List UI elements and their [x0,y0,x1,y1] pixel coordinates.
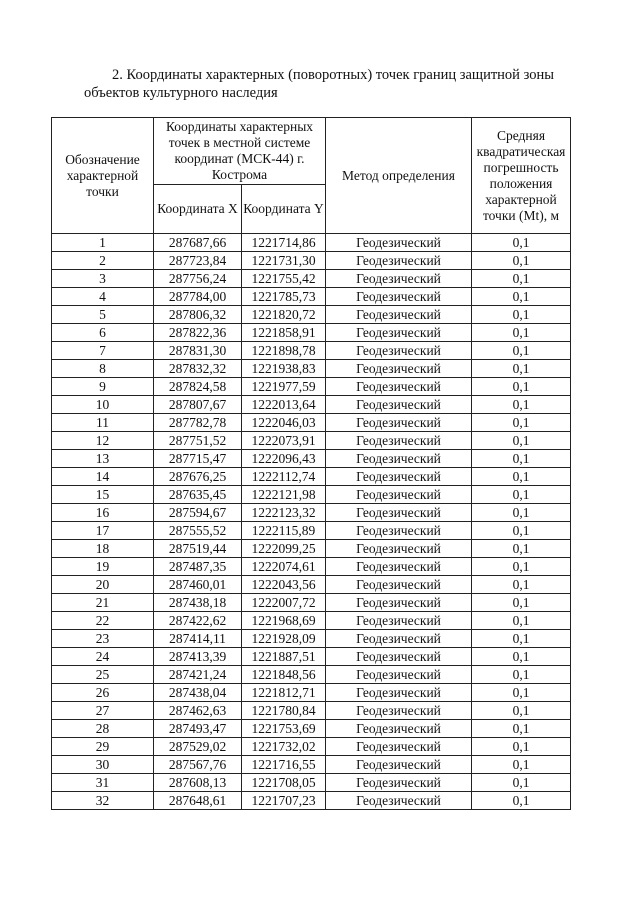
cell-accuracy: 0,1 [472,360,571,378]
cell-method: Геодезический [326,738,472,756]
cell-coordinate-x: 287676,25 [154,468,242,486]
cell-point: 9 [52,378,154,396]
cell-point: 11 [52,414,154,432]
cell-coordinate-y: 1222074,61 [242,558,326,576]
cell-accuracy: 0,1 [472,252,571,270]
table-header [52,118,571,234]
cell-method: Геодезический [326,486,472,504]
cell-method: Геодезический [326,396,472,414]
cell-accuracy: 0,1 [472,792,571,810]
cell-point: 21 [52,594,154,612]
table-row [52,270,571,288]
header-coordinate-x: Координата X [154,185,242,234]
cell-coordinate-y: 1222043,56 [242,576,326,594]
cell-point: 24 [52,648,154,666]
cell-method: Геодезический [326,648,472,666]
cell-method: Геодезический [326,558,472,576]
coordinates-table [51,117,571,810]
cell-coordinate-x: 287460,01 [154,576,242,594]
cell-method: Геодезический [326,378,472,396]
cell-coordinate-y: 1221731,30 [242,252,326,270]
cell-coordinate-x: 287487,35 [154,558,242,576]
header-accuracy: Средняя квадратическая погрешность положения характерной точки (Mt), м [472,118,571,234]
cell-method: Геодезический [326,522,472,540]
cell-coordinate-y: 1222046,03 [242,414,326,432]
table-row [52,360,571,378]
cell-method: Геодезический [326,360,472,378]
cell-point: 25 [52,666,154,684]
cell-accuracy: 0,1 [472,738,571,756]
cell-coordinate-x: 287555,52 [154,522,242,540]
cell-coordinate-y: 1221812,71 [242,684,326,702]
table-row [52,720,571,738]
cell-method: Геодезический [326,252,472,270]
cell-coordinate-x: 287723,84 [154,252,242,270]
table-row [52,756,571,774]
section-heading-line-2: объектов культурного наследия [84,85,278,101]
cell-point: 14 [52,468,154,486]
cell-method: Геодезический [326,594,472,612]
cell-accuracy: 0,1 [472,540,571,558]
cell-accuracy: 0,1 [472,630,571,648]
cell-coordinate-x: 287413,39 [154,648,242,666]
cell-accuracy: 0,1 [472,396,571,414]
cell-coordinate-x: 287687,66 [154,234,242,252]
cell-method: Геодезический [326,720,472,738]
cell-accuracy: 0,1 [472,432,571,450]
cell-accuracy: 0,1 [472,378,571,396]
cell-coordinate-x: 287822,36 [154,324,242,342]
cell-accuracy: 0,1 [472,468,571,486]
cell-method: Геодезический [326,576,472,594]
cell-method: Геодезический [326,684,472,702]
cell-coordinate-y: 1221820,72 [242,306,326,324]
cell-method: Геодезический [326,288,472,306]
cell-method: Геодезический [326,774,472,792]
table-row [52,378,571,396]
cell-method: Геодезический [326,414,472,432]
table-row [52,612,571,630]
cell-accuracy: 0,1 [472,486,571,504]
cell-accuracy: 0,1 [472,648,571,666]
cell-method: Геодезический [326,702,472,720]
header-point: Обозначение характерной точки [52,118,154,234]
header-coordinates-group: Координаты характерных точек в местной системе координат (МСК-44) г. Кострома [154,118,326,185]
cell-coordinate-y: 1222123,32 [242,504,326,522]
cell-point: 19 [52,558,154,576]
cell-accuracy: 0,1 [472,234,571,252]
table-row [52,630,571,648]
cell-coordinate-y: 1221707,23 [242,792,326,810]
cell-method: Геодезический [326,630,472,648]
cell-accuracy: 0,1 [472,342,571,360]
table-row [52,432,571,450]
table-row [52,792,571,810]
cell-method: Геодезический [326,612,472,630]
cell-point: 16 [52,504,154,522]
cell-coordinate-x: 287493,47 [154,720,242,738]
cell-point: 27 [52,702,154,720]
cell-point: 2 [52,252,154,270]
table-row [52,234,571,252]
cell-coordinate-y: 1221928,09 [242,630,326,648]
cell-coordinate-y: 1221753,69 [242,720,326,738]
cell-point: 26 [52,684,154,702]
table-row [52,666,571,684]
cell-coordinate-y: 1222013,64 [242,396,326,414]
cell-coordinate-y: 1221780,84 [242,702,326,720]
cell-coordinate-x: 287422,62 [154,612,242,630]
table-row [52,522,571,540]
cell-coordinate-x: 287782,78 [154,414,242,432]
table-row [52,684,571,702]
cell-coordinate-y: 1221898,78 [242,342,326,360]
cell-coordinate-x: 287648,61 [154,792,242,810]
cell-coordinate-y: 1222112,74 [242,468,326,486]
header-method: Метод определения [326,118,472,234]
cell-accuracy: 0,1 [472,324,571,342]
cell-coordinate-x: 287519,44 [154,540,242,558]
cell-coordinate-x: 287567,76 [154,756,242,774]
cell-accuracy: 0,1 [472,720,571,738]
table-row [52,414,571,432]
cell-coordinate-x: 287421,24 [154,666,242,684]
cell-accuracy: 0,1 [472,306,571,324]
cell-coordinate-y: 1221785,73 [242,288,326,306]
cell-coordinate-x: 287635,45 [154,486,242,504]
header-coordinate-y: Координата Y [242,185,326,234]
cell-accuracy: 0,1 [472,702,571,720]
table-row [52,558,571,576]
cell-accuracy: 0,1 [472,414,571,432]
cell-coordinate-y: 1222115,89 [242,522,326,540]
table-row [52,504,571,522]
cell-method: Геодезический [326,468,472,486]
cell-coordinate-x: 287715,47 [154,450,242,468]
cell-coordinate-y: 1221858,91 [242,324,326,342]
table-body [52,234,571,810]
cell-coordinate-x: 287832,32 [154,360,242,378]
cell-point: 30 [52,756,154,774]
cell-coordinate-y: 1221968,69 [242,612,326,630]
table-row [52,306,571,324]
cell-coordinate-y: 1221848,56 [242,666,326,684]
cell-accuracy: 0,1 [472,288,571,306]
cell-coordinate-x: 287608,13 [154,774,242,792]
cell-method: Геодезический [326,666,472,684]
cell-point: 7 [52,342,154,360]
cell-coordinate-y: 1221732,02 [242,738,326,756]
cell-point: 18 [52,540,154,558]
table-row [52,252,571,270]
table-row [52,396,571,414]
cell-point: 5 [52,306,154,324]
cell-point: 6 [52,324,154,342]
cell-method: Геодезический [326,792,472,810]
cell-point: 12 [52,432,154,450]
cell-accuracy: 0,1 [472,756,571,774]
cell-coordinate-y: 1221755,42 [242,270,326,288]
table-row [52,342,571,360]
cell-point: 29 [52,738,154,756]
cell-accuracy: 0,1 [472,522,571,540]
cell-accuracy: 0,1 [472,576,571,594]
cell-point: 1 [52,234,154,252]
cell-point: 20 [52,576,154,594]
cell-method: Геодезический [326,342,472,360]
table-row [52,702,571,720]
cell-accuracy: 0,1 [472,594,571,612]
cell-method: Геодезический [326,504,472,522]
cell-method: Геодезический [326,756,472,774]
cell-coordinate-x: 287756,24 [154,270,242,288]
cell-coordinate-x: 287438,04 [154,684,242,702]
table-row [52,738,571,756]
cell-coordinate-y: 1221708,05 [242,774,326,792]
table-row [52,594,571,612]
cell-point: 22 [52,612,154,630]
cell-coordinate-x: 287594,67 [154,504,242,522]
cell-coordinate-x: 287784,00 [154,288,242,306]
cell-coordinate-x: 287462,63 [154,702,242,720]
table-row [52,486,571,504]
cell-coordinate-x: 287529,02 [154,738,242,756]
cell-coordinate-y: 1221938,83 [242,360,326,378]
table-row [52,576,571,594]
cell-coordinate-y: 1221714,86 [242,234,326,252]
cell-coordinate-y: 1222096,43 [242,450,326,468]
cell-coordinate-x: 287807,67 [154,396,242,414]
cell-coordinate-x: 287414,11 [154,630,242,648]
cell-accuracy: 0,1 [472,774,571,792]
cell-accuracy: 0,1 [472,684,571,702]
cell-coordinate-y: 1222121,98 [242,486,326,504]
cell-coordinate-x: 287751,52 [154,432,242,450]
table-row [52,450,571,468]
cell-method: Геодезический [326,432,472,450]
cell-point: 13 [52,450,154,468]
table-row [52,468,571,486]
table-row [52,540,571,558]
cell-coordinate-y: 1221716,55 [242,756,326,774]
cell-coordinate-y: 1222007,72 [242,594,326,612]
cell-accuracy: 0,1 [472,666,571,684]
cell-coordinate-y: 1222073,91 [242,432,326,450]
cell-point: 10 [52,396,154,414]
cell-accuracy: 0,1 [472,558,571,576]
section-heading-line-1: 2. Координаты характерных (поворотных) точек границ защитной зоны [112,67,554,83]
cell-accuracy: 0,1 [472,450,571,468]
cell-method: Геодезический [326,234,472,252]
cell-coordinate-y: 1221887,51 [242,648,326,666]
cell-point: 17 [52,522,154,540]
cell-method: Геодезический [326,450,472,468]
cell-method: Геодезический [326,540,472,558]
table-row [52,324,571,342]
cell-method: Геодезический [326,306,472,324]
cell-point: 31 [52,774,154,792]
cell-method: Геодезический [326,324,472,342]
table-row [52,648,571,666]
cell-method: Геодезический [326,270,472,288]
cell-point: 3 [52,270,154,288]
cell-point: 8 [52,360,154,378]
cell-accuracy: 0,1 [472,612,571,630]
cell-accuracy: 0,1 [472,504,571,522]
cell-point: 28 [52,720,154,738]
table-row [52,774,571,792]
table-row [52,288,571,306]
cell-coordinate-y: 1222099,25 [242,540,326,558]
cell-point: 23 [52,630,154,648]
cell-coordinate-x: 287438,18 [154,594,242,612]
cell-coordinate-x: 287824,58 [154,378,242,396]
cell-coordinate-x: 287831,30 [154,342,242,360]
cell-coordinate-x: 287806,32 [154,306,242,324]
cell-coordinate-y: 1221977,59 [242,378,326,396]
cell-point: 15 [52,486,154,504]
cell-accuracy: 0,1 [472,270,571,288]
cell-point: 32 [52,792,154,810]
section-heading [84,66,604,102]
cell-point: 4 [52,288,154,306]
